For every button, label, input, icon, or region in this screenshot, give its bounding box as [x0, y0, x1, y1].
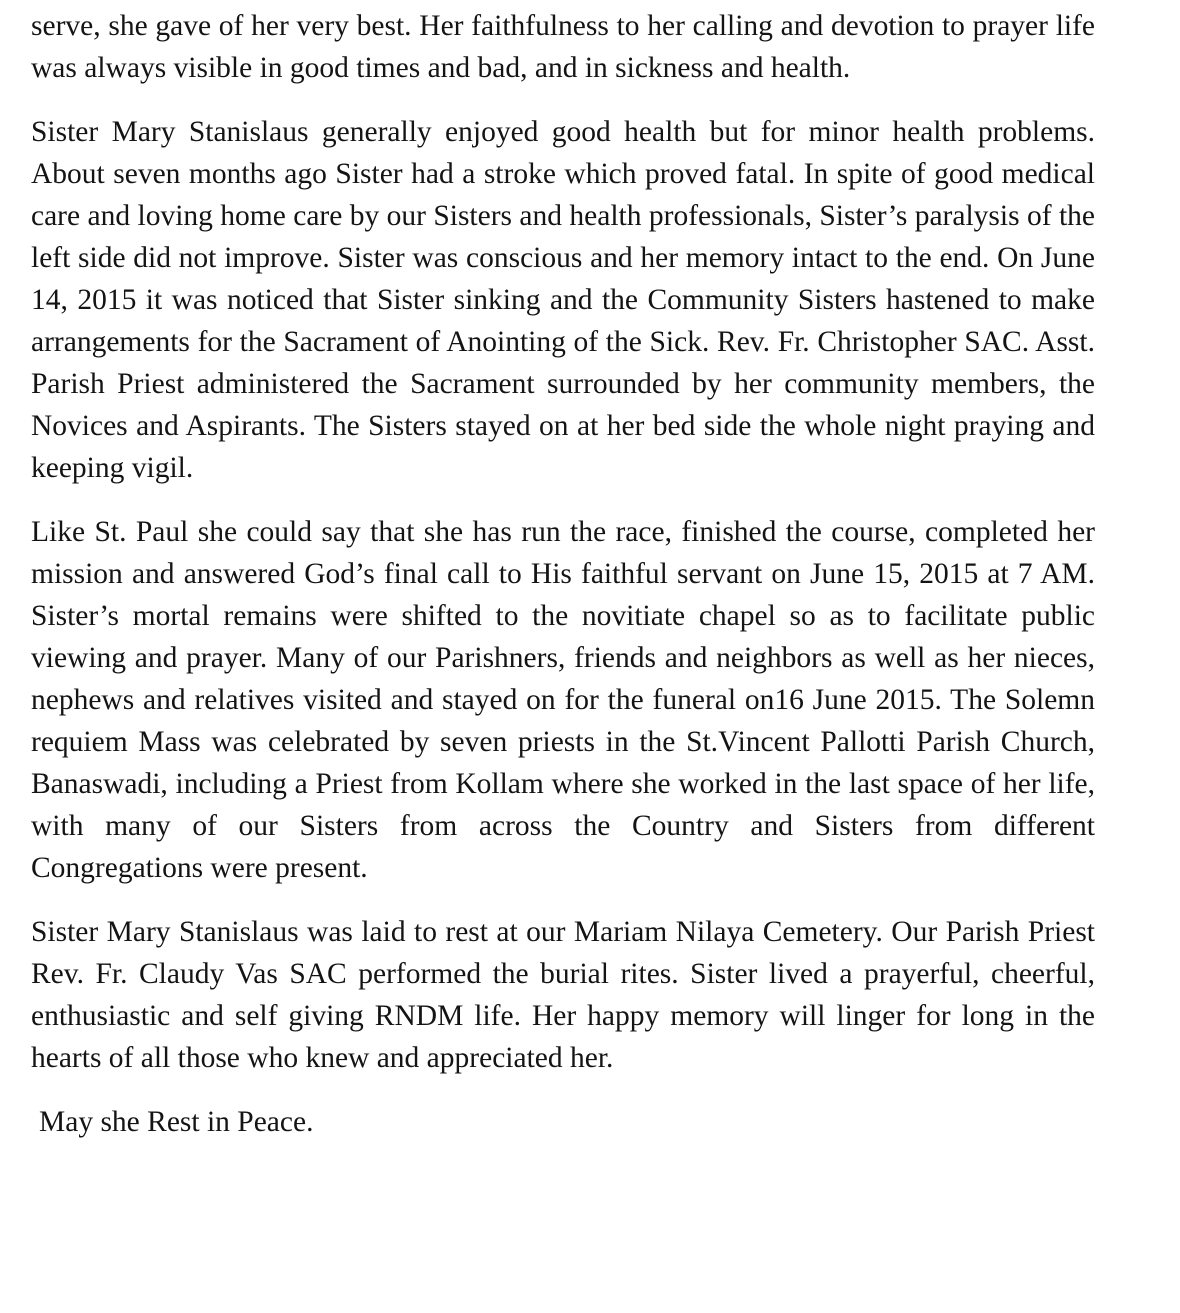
paragraph-death-and-funeral: Like St. Paul she could say that she has run the race, finished the course, completed her mission and answered God’s final call to His faithful servant on June 15, 2015 at 7 AM. Sister’s mortal remains were shifted to the novitiate chapel so as to facilitate public viewing and prayer. Many of our Parishners, friends and neighbors as well as her nieces, nephews and relatives visited and stayed on for the funeral on16 June 2015. The Solemn requiem Mass was celebrated by seven priests in the St.Vincent Pallotti Parish Church, Banaswadi, including a Priest from Kollam where she worked in the last space of her life, with many of our Sisters from across the Country and Sisters from different Congregations were present.: [31, 516, 1095, 884]
paragraph-illness: Sister Mary Stanislaus generally enjoyed good health but for minor health problems. About seven months ago Sister had a stroke which proved fatal. In spite of good medical care and loving home care by our Sisters and health professionals, Sister’s paralysis of the left side did not improve. Sister was conscious and her memory intact to the end. On June 14, 2015 it was noticed that Sister sinking and the Community Sisters hastened to make arrangements for the Sacrament of Anointing of the Sick. Rev. Fr. Christopher SAC. Asst. Parish Priest administered the Sacrament surrounded by her community members, the Novices and Aspirants. The Sisters stayed on at her bed side the whole night praying and keeping vigil.: [31, 116, 1095, 484]
closing-line: May she Rest in Peace.: [39, 1106, 314, 1138]
paragraph-faithfulness: serve, she gave of her very best. Her faithfulness to her calling and devotion to prayer life was always visible in good times and bad, and in sickness and health.: [31, 10, 1095, 84]
paragraph-burial: Sister Mary Stanislaus was laid to rest at our Mariam Nilaya Cemetery. Our Parish Priest Rev. Fr. Claudy Vas SAC performed the burial rites. Sister lived a prayerful, cheerful, enthusiastic and self giving RNDM life. Her happy memory will linger for long in the hearts of all those who knew and appreciated her.: [31, 916, 1095, 1074]
